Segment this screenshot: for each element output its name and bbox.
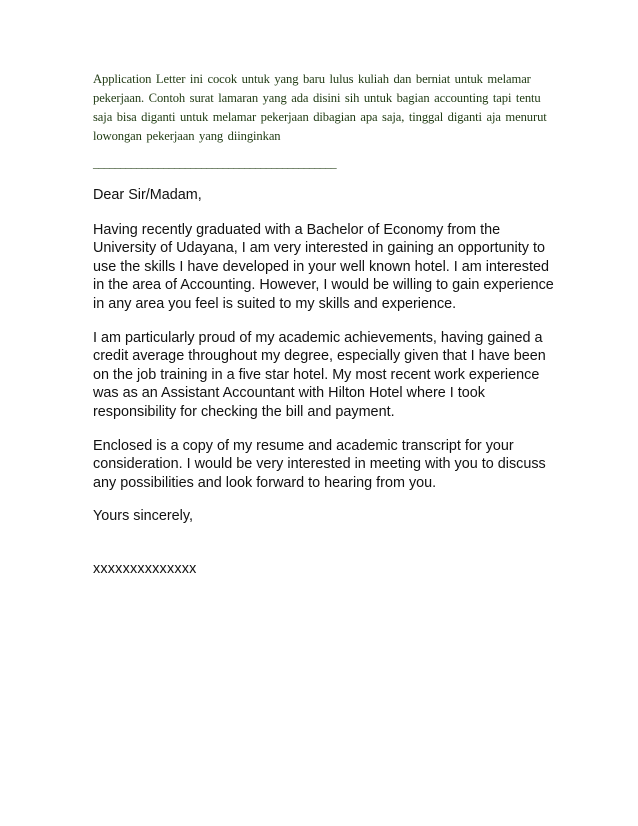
paragraph-3: Enclosed is a copy of my resume and academic transcript for your consideration. I would be very interested in meeting with you to discuss any possibilities and look forward to hearing from you.	[93, 437, 546, 491]
paragraph-2: I am particularly proud of my academic achievements, having gained a credit average throughout my degree, especially given that I have been on the job training in a five star hotel. My most recent work experience was as an Assistant Accountant with Hilton Hotel where I took responsibility for checking the bill and payment.	[93, 329, 546, 420]
closing: Yours sincerely,	[93, 508, 193, 525]
paragraph-1: Having recently graduated with a Bachelor of Economy from the University of Udayana, I am very interested in gaining an opportunity to use the skills I have developed in your well known hotel. I am interested in the area of Accounting. However, I would be willing to gain experience in any area you feel is suited to my skills and experience.	[93, 221, 554, 312]
separator-line: _____________________________________________	[93, 156, 337, 170]
letter-body	[93, 186, 555, 594]
intro-note: Application Letter ini cocok untuk yang baru lulus kuliah dan berniat untuk melamar pekerjaan. Contoh surat lamaran yang ada disini sih untuk bagian accounting tapi tentu saja bisa diganti untuk melamar pekerjaan dibagian apa saja, tinggal diganti aja menurut lowongan pekerjaan yang diinginkan	[93, 72, 547, 143]
signature: xxxxxxxxxxxxxx	[93, 560, 197, 577]
salutation: Dear Sir/Madam,	[93, 187, 202, 203]
